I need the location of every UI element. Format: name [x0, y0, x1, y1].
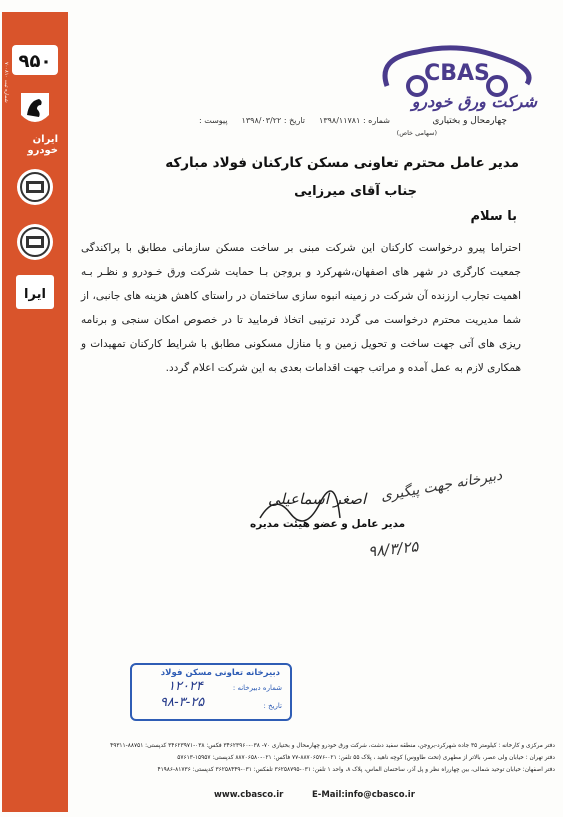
brand-950-text: ۹۵۰	[18, 51, 52, 72]
iran-khodro-wordmark: ایران خودرو	[27, 134, 58, 156]
secretariat-stamp	[130, 663, 292, 721]
attachment-label: پیوست :	[198, 116, 228, 125]
footer-line-tehran: دفتر تهران : خیابان ولی عصر، بالاتر از مطهری (تخت طاووس) کوچه ناهید ، پلاک ۵۵ تلفن: ۰۲۱-۸۸۷۰۶۵۷۶-۷۷ فاکس: ۰۲۱-۸۸۷۰۶۵۸۰ کدپستی: ۱۵۹۵۷-۵۷۶۱۳	[177, 755, 555, 761]
ikco-950-logo	[12, 42, 58, 78]
stamp-date-value: ۹۸-۳-۲۵	[160, 695, 205, 710]
stamp-title: دبیرخانه تعاونی مسکن فولاد	[160, 668, 280, 678]
handwritten-date: ۹۸/۳/۲۵	[367, 537, 420, 561]
date-label: تاریخ :	[283, 116, 306, 125]
greeting-line: با سلام	[470, 209, 517, 224]
company-name: شرکت ورق خودرو	[411, 92, 537, 111]
stamp-number-value: ۱۲۰۲۴	[168, 679, 203, 694]
letter-body: احتراما پیرو درخواست کارکنان این شرکت مبنی بر ساخت مسکن سازمانی مطابق با پراکندگی جمعیت کارگری در شهر های اصفهان،شهرکرد و بروجن بـا حمایت شرکت ورق خـودرو و نظـر بـه اهمیت تجارب ارزنده آن شرکت در زمینه انبوه سازی ساختمان در راستای کاهش هزینه های جانبی، از شما مدیریت محترم درخواست می گردد ترتیبی اتخاذ فرمایید تا در خصوص امکان سنجی و برنامه ریزی های آتی جهت ساخت و تحویل زمین و یا منازل مسکونی مطابق با شرایط کارکنان تمهیدات و همکاری لازم به عمل آمده و مراتب جهت اقدامات بعدی به این شرکت اعلام گردد.	[81, 242, 521, 374]
stamp-number-label: شماره دبیرخانه :	[232, 684, 282, 692]
signer-title: مدیر عامل و عضو هیئت مدیره	[250, 518, 406, 530]
logo-letters: CBAS	[424, 61, 490, 86]
addressee-line: مدیر عامل محترم تعاونی مسکن کارکنان فولاد مبارکه	[165, 155, 519, 171]
ira-logo	[12, 274, 58, 310]
recipient-line: جناب آقای میرزایی	[294, 184, 417, 199]
website-link[interactable]: www.cbasco.ir	[214, 790, 284, 800]
signer-name: اصغر اسماعیلی	[268, 490, 367, 508]
footer-line-isfahan: دفتر اصفهان: خیابان توحید شمالی، بین چهارراه نظر و پل آذر، ساختمان الماس، پلاک ۸، واحد ۱ تلفن: ۰۳۱-۳۶۲۵۸۷۹۵ تلفکس: ۰۳۱-۳۶۲۵۸۴۴۹ کدپستی: ۸۱۷۳۶-۴۱۹۸۶	[157, 767, 555, 773]
handwritten-note: دبیرخانه جهت پیگیری	[379, 467, 504, 505]
number-label: شماره :	[362, 116, 390, 125]
company-region: چهارمحال و بختیاری	[432, 116, 507, 126]
quality-badge-icon	[12, 217, 58, 267]
company-type: (سهامی خاص)	[396, 129, 437, 137]
stamp-date-label: تاریخ :	[263, 702, 282, 710]
brand-sidebar	[2, 12, 68, 812]
letter-meta	[160, 116, 390, 125]
email-link[interactable]: E-Mail:info@cbasco.ir	[312, 790, 415, 800]
sidebar-registration-text: شماره ثبت ۷۰۰۸۱۰	[3, 62, 9, 103]
certification-badge-icon	[12, 162, 58, 212]
brand-ira-text: ایرا	[24, 287, 46, 302]
number-value: ۱۳۹۸/۱۱۷۸۱	[319, 116, 361, 125]
footer-line-head-office: دفتر مرکزی و کارخانه : کیلومتر ۳۵ جاده شهرکرد-بروجن، منطقه سفید دشت، شرکت ورق خودرو چهارمحال و بختیاری ۷۰- ۰۳۸-۳۴۶۲۳۹۶۰ فکس: ۰۳۸-۳۴۶۲۳۹۷۱ کدپستی: ۸۸۷۵۱-۴۹۳۱۱	[110, 743, 555, 749]
horse-emblem-icon	[12, 90, 58, 130]
footer-addresses	[75, 740, 555, 776]
date-value: ۱۳۹۸/۰۳/۲۲	[241, 116, 282, 125]
